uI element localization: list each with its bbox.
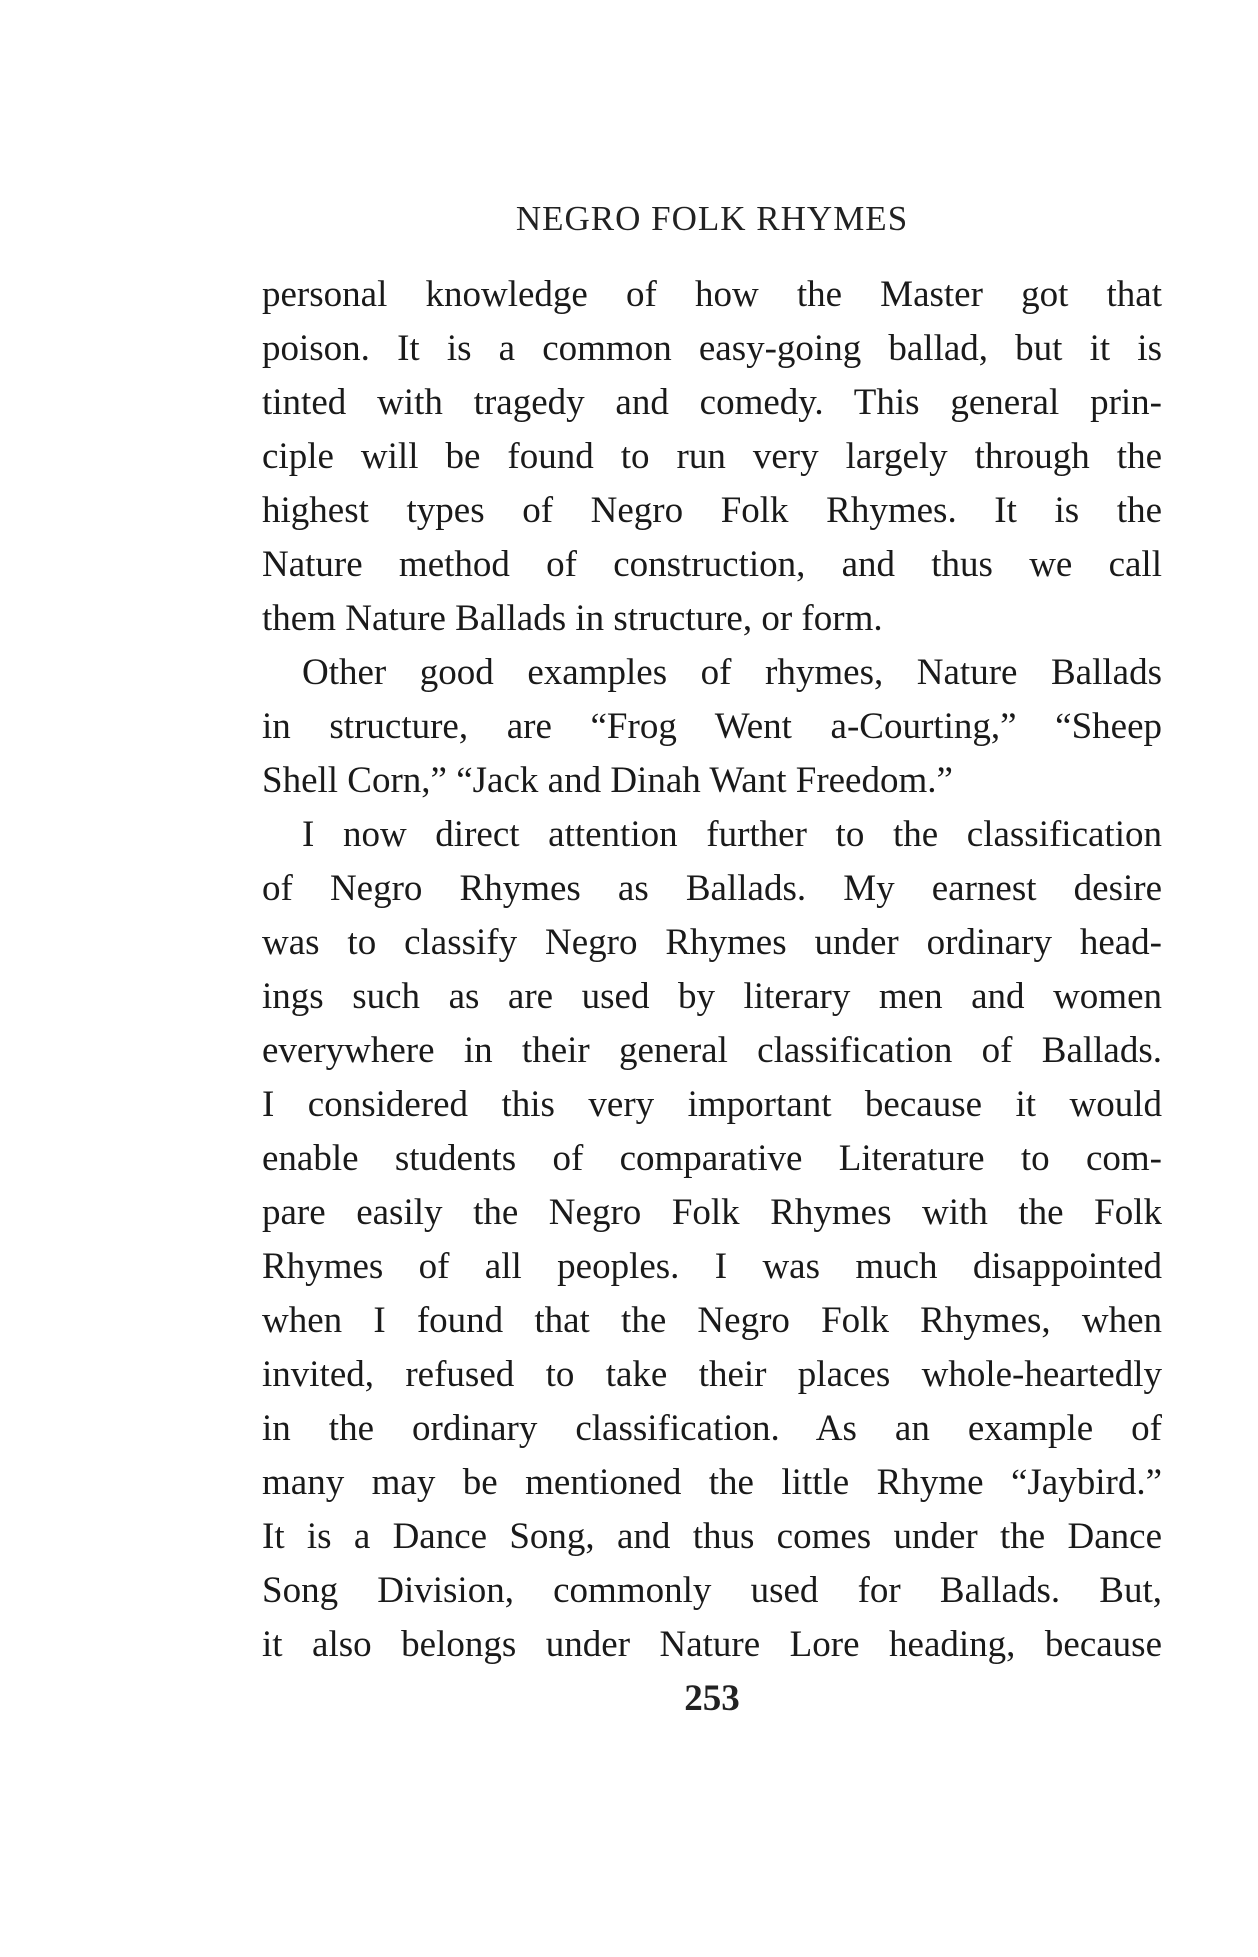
text-line: in structure, are “Frog Went a-Courting,” “Sheep [262,706,1162,747]
text-line: it also belongs under Nature Lore heading, because [262,1624,1162,1665]
text-line: ings such as are used by literary men and women [262,976,1162,1017]
text-line: Shell Corn,” “Jack and Dinah Want Freedom.” [262,760,953,801]
body-text [262,268,1162,1672]
running-head: NEGRO FOLK RHYMES [515,199,909,238]
text-line: Rhymes of all peoples. I was much disappointed [262,1246,1162,1287]
text-line: them Nature Ballads in structure, or form. [262,598,883,639]
text-line: of Negro Rhymes as Ballads. My earnest desire [262,868,1162,909]
text-line: enable students of comparative Literature to com- [262,1138,1162,1179]
text-line: Other good examples of rhymes, Nature Ballads [302,652,1162,693]
text-line: was to classify Negro Rhymes under ordinary head- [262,922,1162,963]
text-line: I now direct attention further to the classification [302,814,1162,855]
text-line: Song Division, commonly used for Ballads. But, [262,1570,1162,1611]
text-line: tinted with tragedy and comedy. This general prin- [262,382,1162,423]
text-line: poison. It is a common easy-going ballad, but it is [262,328,1162,369]
text-line: Nature method of construction, and thus we call [262,544,1162,585]
text-line: It is a Dance Song, and thus comes under the Dance [262,1516,1162,1557]
text-line: when I found that the Negro Folk Rhymes, when [262,1300,1162,1341]
text-line: in the ordinary classification. As an example of [262,1408,1162,1449]
text-line: everywhere in their general classification of Ballads. [262,1030,1162,1071]
text-line: personal knowledge of how the Master got that [262,274,1162,315]
text-line: many may be mentioned the little Rhyme “Jaybird.” [262,1462,1162,1503]
text-line: I considered this very important because it would [262,1084,1162,1125]
page-number: 253 [684,1678,740,1719]
text-line: highest types of Negro Folk Rhymes. It is the [262,490,1162,531]
text-line: invited, refused to take their places whole-heartedly [262,1354,1162,1395]
text-line: pare easily the Negro Folk Rhymes with the Folk [262,1192,1162,1233]
text-line: ciple will be found to run very largely through the [262,436,1162,477]
